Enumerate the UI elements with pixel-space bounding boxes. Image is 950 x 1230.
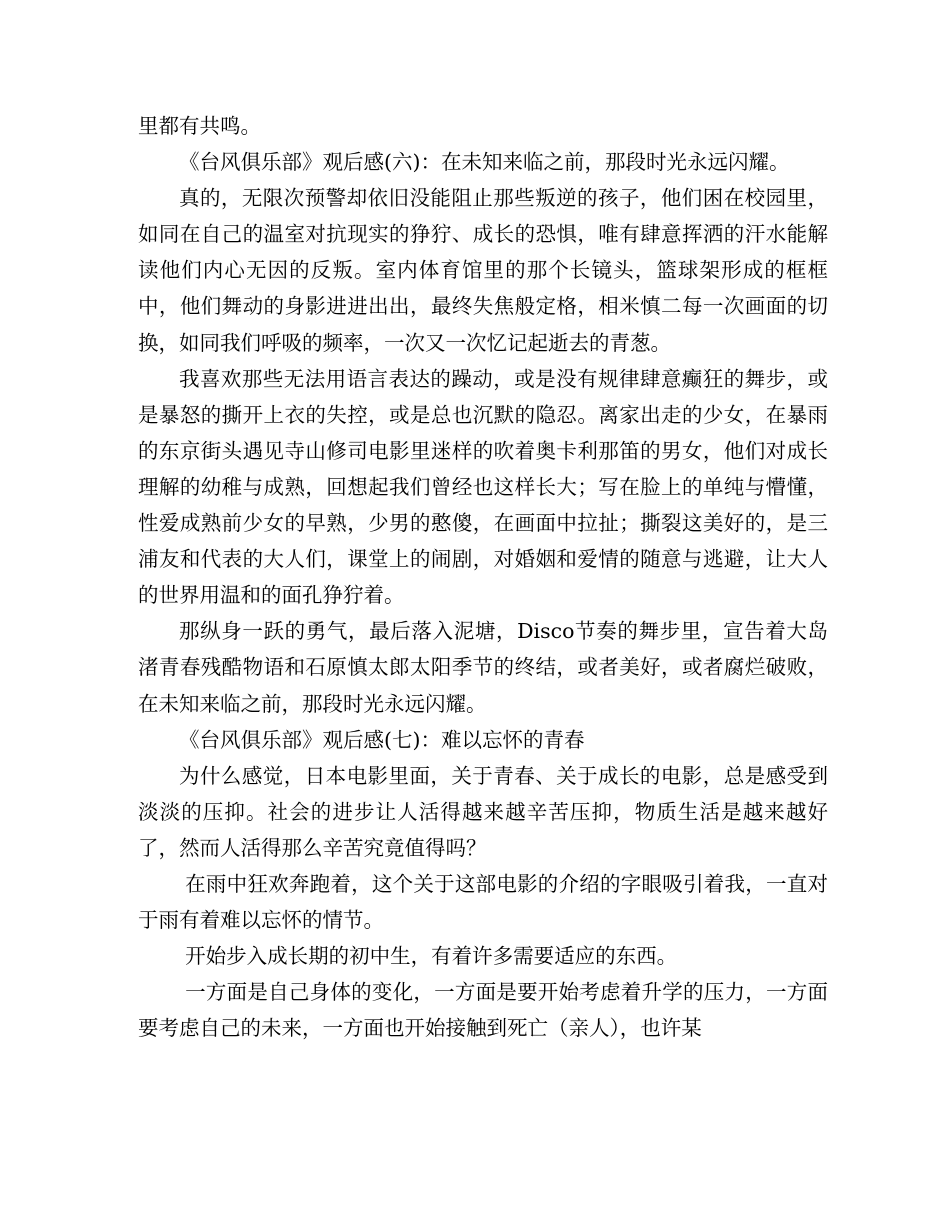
paragraph: 开始步入成长期的初中生，有着许多需要适应的东西。 <box>185 944 678 969</box>
document-body <box>138 108 828 1046</box>
paragraph: 在雨中狂欢奔跑着，这个关于这部电影的介绍的字眼吸引着我，一直对于雨有着难以忘怀的情节。 <box>138 871 828 933</box>
paragraph: 我喜欢那些无法用语言表达的躁动，或是没有规律肆意癫狂的舞步，或是暴怒的撕开上衣的失控，或是总也沉默的隐忍。离家出走的少女，在暴雨的东京街头遇见寺山修司电影里迷样的吹着奥卡利那笛的男女，他们对成长理解的幼稚与成熟，回想起我们曾经也这样长大；写在脸上的单纯与懵懂，性爱成熟前少女的早熟，少男的憨傻，在画面中拉扯；撕裂这美好的，是三浦友和代表的大人们，课堂上的闹剧，对婚姻和爱情的随意与逃避，让大人的世界用温和的面孔狰狞着。 <box>138 366 828 608</box>
section-heading: 《台风俱乐部》观后感(六)：在未知来临之前，那段时光永远闪耀。 <box>179 150 790 175</box>
paragraph: 一方面是自己身体的变化，一方面是要开始考虑着升学的压力，一方面要考虑自己的未来，一方面也开始接触到死亡（亲人），也许某 <box>138 980 828 1041</box>
paragraph: 为什么感觉，日本电影里面，关于青春、关于成长的电影，总是感受到淡淡的压抑。社会的进步让人活得越来越辛苦压抑，物质生活是越来越好了，然而人活得那么辛苦究竟值得吗？ <box>138 763 828 860</box>
section-heading: 《台风俱乐部》观后感(七)：难以忘怀的青春 <box>179 727 585 752</box>
paragraph: 里都有共鸣。 <box>138 114 261 138</box>
paragraph: 真的，无限次预警却依旧没能阻止那些叛逆的孩子，他们困在校园里，如同在自己的温室对抗现实的狰狞、成长的恐惧，唯有肆意挥洒的汗水能解读他们内心无因的反叛。室内体育馆里的那个长镜头，篮球架形成的框框中，他们舞动的身影进进出出，最终失焦般定格，相米慎二每一次画面的切换，如同我们呼吸的频率，一次又一次忆记起逝去的青葱。 <box>138 186 828 355</box>
paragraph: 那纵身一跃的勇气，最后落入泥塘，Disco节奏的舞步里，宣告着大岛渚青春残酷物语和石原慎太郎太阳季节的终结，或者美好，或者腐烂破败，在未知来临之前，那段时光永远闪耀。 <box>138 619 828 716</box>
